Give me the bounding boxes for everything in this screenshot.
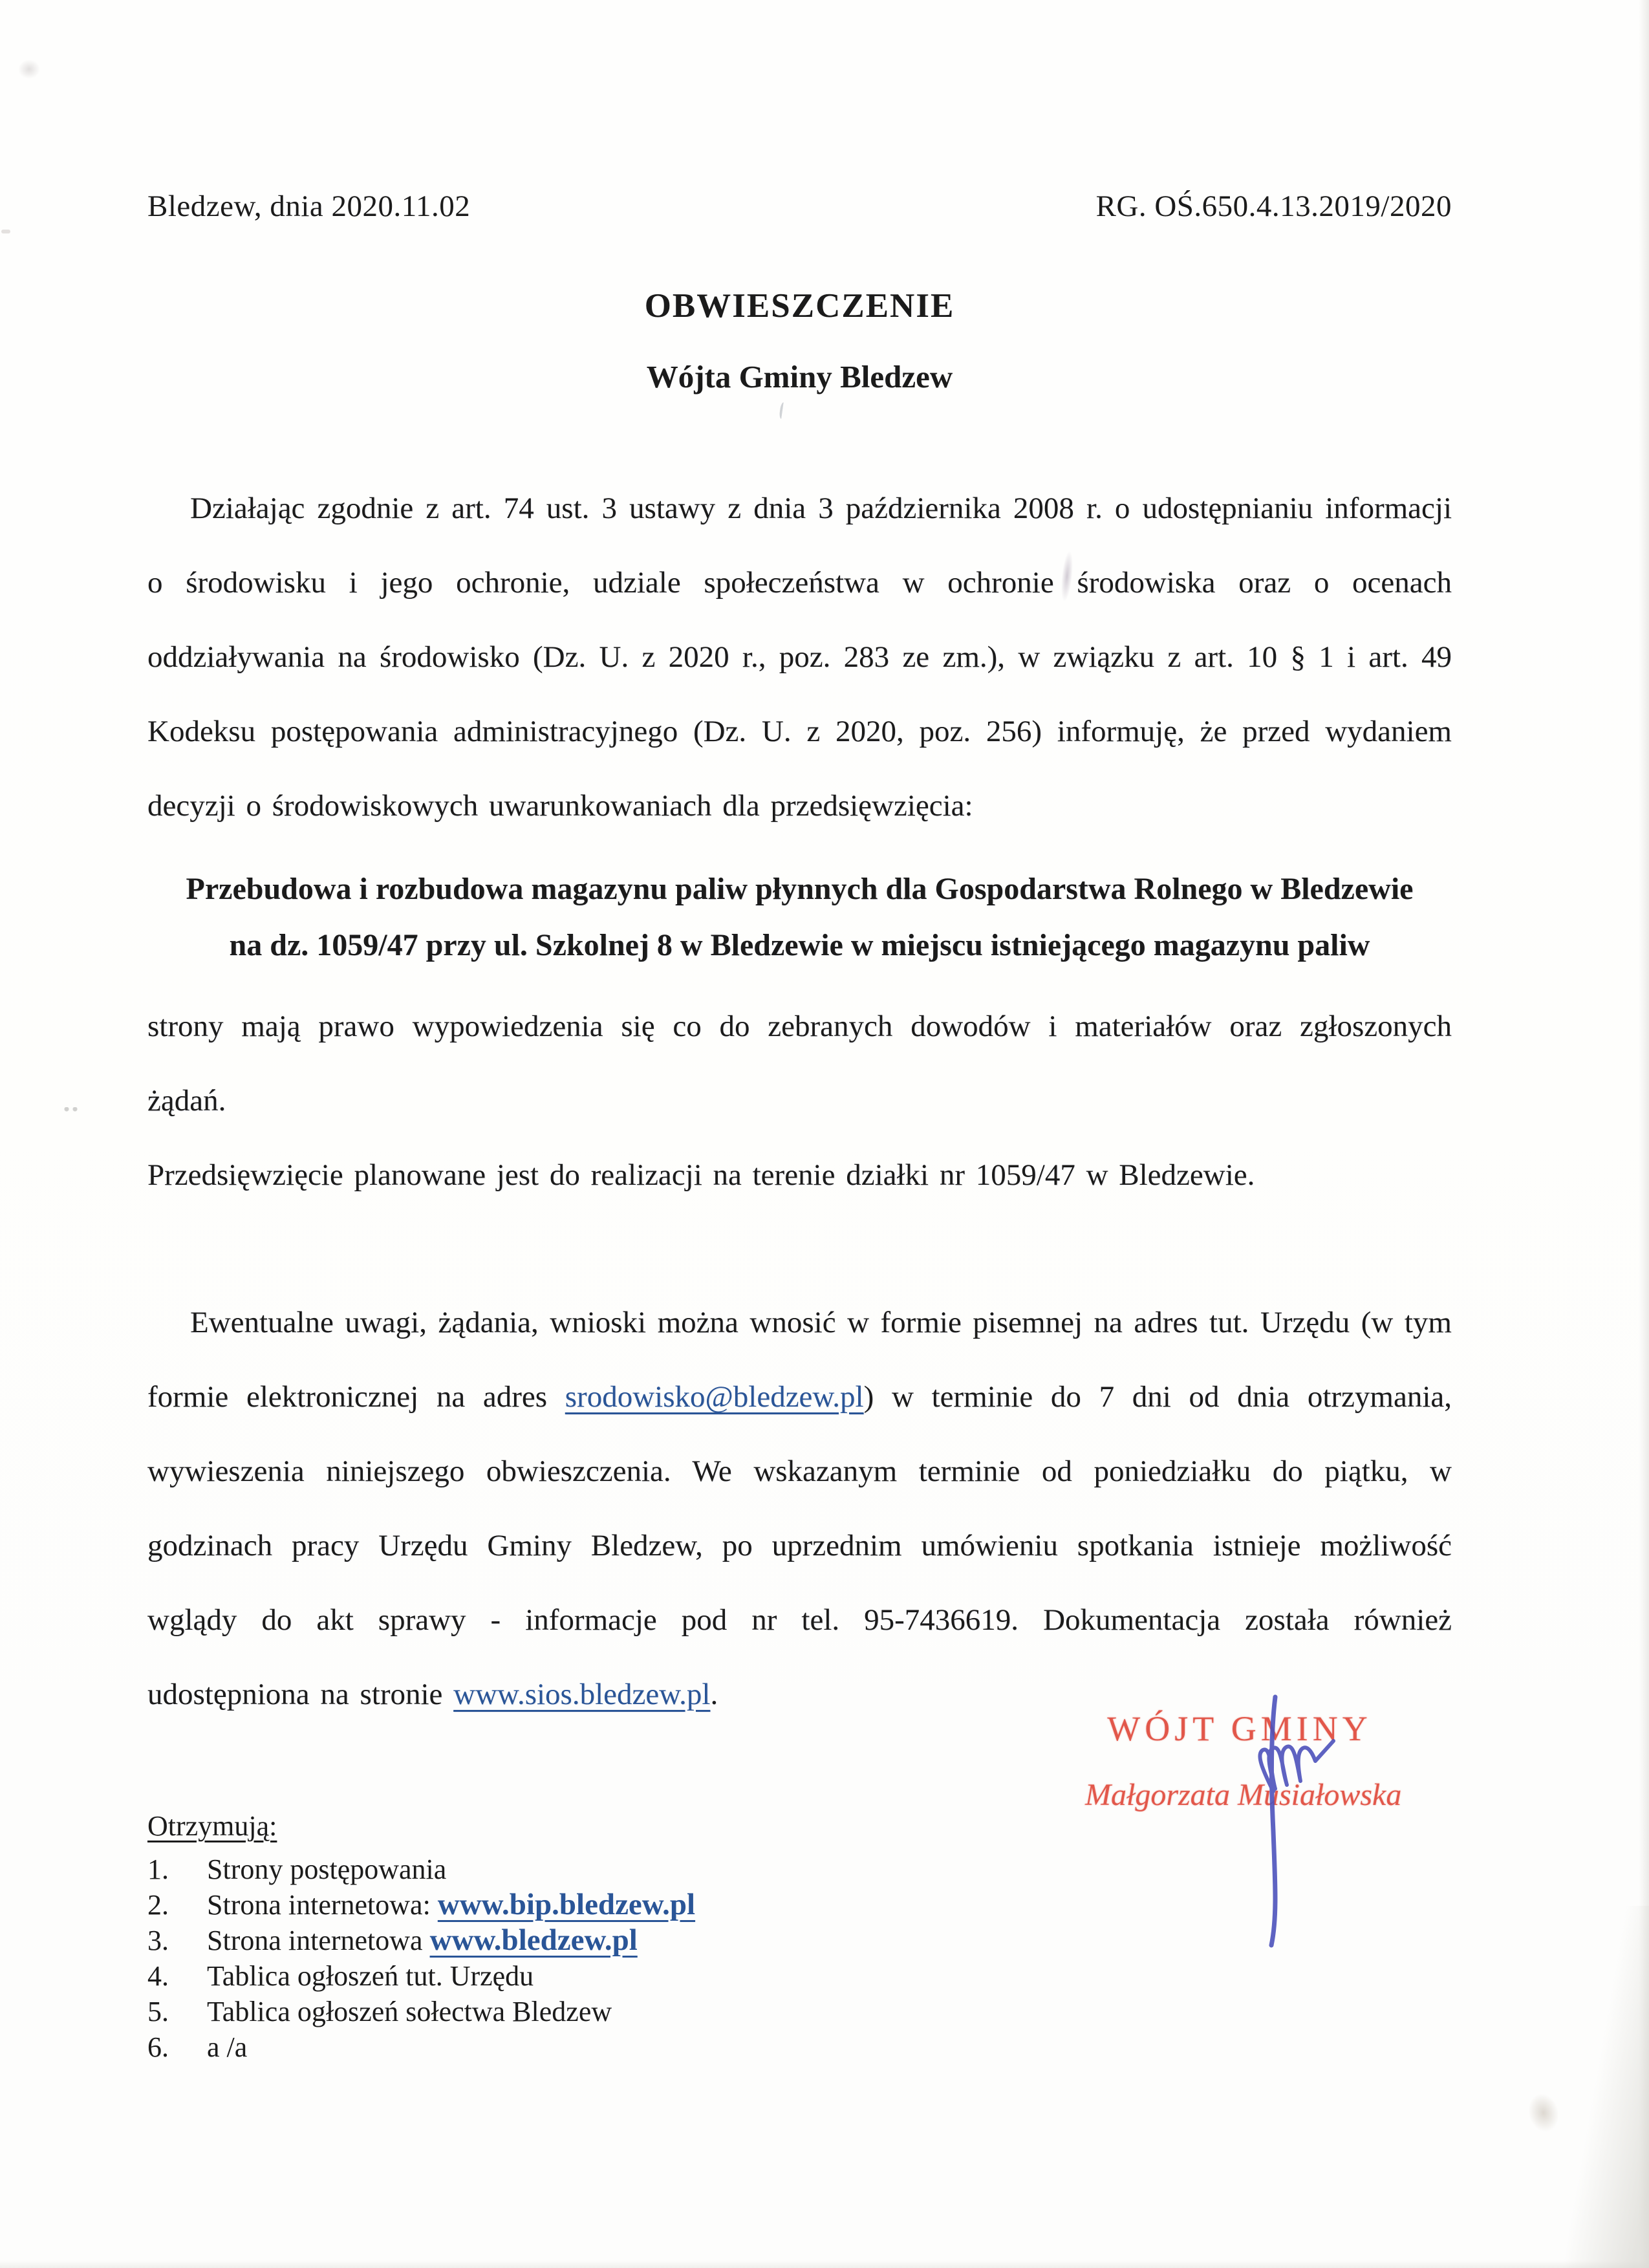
signature-block (1085, 1709, 1402, 1813)
receiver-text: Strona internetowa: (207, 1889, 438, 1921)
paragraph-rights: strony mają prawo wypowiedzenia się co do zebranych dowodów i materiałów oraz zgłoszonych żądań. (147, 1010, 1452, 1118)
receiver-number: 6. (147, 2031, 169, 2063)
contact-text-part2: ) w terminie do 7 dni od dnia otrzymania, wywieszenia niniejszego obwieszczenia. We wskazanym terminie od poniedziałku do piątku, w godzinach pracy Urzędu Gminy Bledzew, po uprzednim umówieniu spotkania istnieje możliwość wglądy do akt sprawy - informacje pod nr tel. 95-7436619. Dokumentacja została również udostępniona na stronie (147, 1380, 1452, 1711)
signature-ink-scribble (1233, 1694, 1342, 1948)
stamp-person-name: Małgorzata Musiałowska (1085, 1778, 1402, 1812)
stamp-office-title: WÓJT GMINY (1107, 1709, 1372, 1748)
project-title-line2: na dz. 1059/47 przy ul. Szkolnej 8 w Bledzewie w miejscu istniejącego magazynu paliw (229, 928, 1370, 962)
email-link[interactable]: srodowisko@bledzew.pl (565, 1380, 864, 1414)
receiver-number: 3. (147, 1925, 169, 1956)
paragraph-location: Przedsięwzięcie planowane jest do realizacji na terenie działki nr 1059/47 w Bledzewie. (147, 1158, 1255, 1192)
receiver-row (147, 2029, 695, 2065)
receiver-number: 1. (147, 1853, 169, 1885)
document-title: OBWIESZCZENIE (644, 287, 955, 325)
receiver-number: 2. (147, 1889, 169, 1921)
receiver-text: Tablica ogłoszeń sołectwa Bledzew (207, 1996, 612, 2027)
receiver-number: 4. (147, 1960, 169, 1992)
website-link[interactable]: www.sios.bledzew.pl (453, 1678, 711, 1711)
receivers-heading: Otrzymują: (147, 1810, 277, 1842)
paragraph-contact (147, 1286, 1452, 1732)
receiver-row (147, 1887, 695, 1923)
contact-text-part1: Ewentualne uwagi, żądania, wnioski można wnosić w formie pisemnej na adres tut. Urzędu (w tym formie elektronicznej na adres (147, 1306, 1452, 1414)
place-and-date: Bledzew, dnia 2020.11.02 (147, 189, 471, 223)
project-title (147, 861, 1452, 973)
receiver-row (147, 1958, 695, 1994)
receivers-section (147, 1809, 695, 2065)
document-subtitle: Wójta Gminy Bledzew (646, 359, 953, 394)
receiver-row (147, 1923, 695, 1958)
document-header (147, 189, 1452, 224)
receiver-row (147, 1852, 695, 1887)
receiver-text: Strony postępowania (207, 1853, 447, 1885)
receiver-row (147, 1994, 695, 2029)
reference-number: RG. OŚ.650.4.13.2019/2020 (1095, 189, 1452, 223)
receiver-text: a /a (207, 2031, 248, 2063)
receiver-link-bip[interactable]: www.bip.bledzew.pl (437, 1888, 696, 1921)
paragraph-intro: Działając zgodnie z art. 74 ust. 3 ustawy z dnia 3 października 2008 r. o udostępnianiu informacji o środowisku i jego ochronie, udziale społeczeństwa w ochronie środowiska oraz o ocenach oddziaływania na środowisko (Dz. U. z 2020 r., poz. 283 ze zm.), w związku z art. 10 § 1 i art. 49 Kodeksu postępowania administracyjnego (Dz. U. z 2020, poz. 256) informuję, że przed wydaniem decyzji o środowiskowych uwarunkowaniach dla przedsięwzięcia: (147, 491, 1452, 823)
receiver-text: Strona internetowa (207, 1925, 430, 1956)
contact-text-part3: . (710, 1678, 718, 1711)
receiver-number: 5. (147, 1996, 169, 2027)
project-title-line1: Przebudowa i rozbudowa magazynu paliw płynnych dla Gospodarstwa Rolnego w Bledzewie (186, 872, 1414, 906)
receiver-link-www[interactable]: www.bledzew.pl (429, 1923, 638, 1957)
receiver-text: Tablica ogłoszeń tut. Urzędu (207, 1960, 534, 1992)
